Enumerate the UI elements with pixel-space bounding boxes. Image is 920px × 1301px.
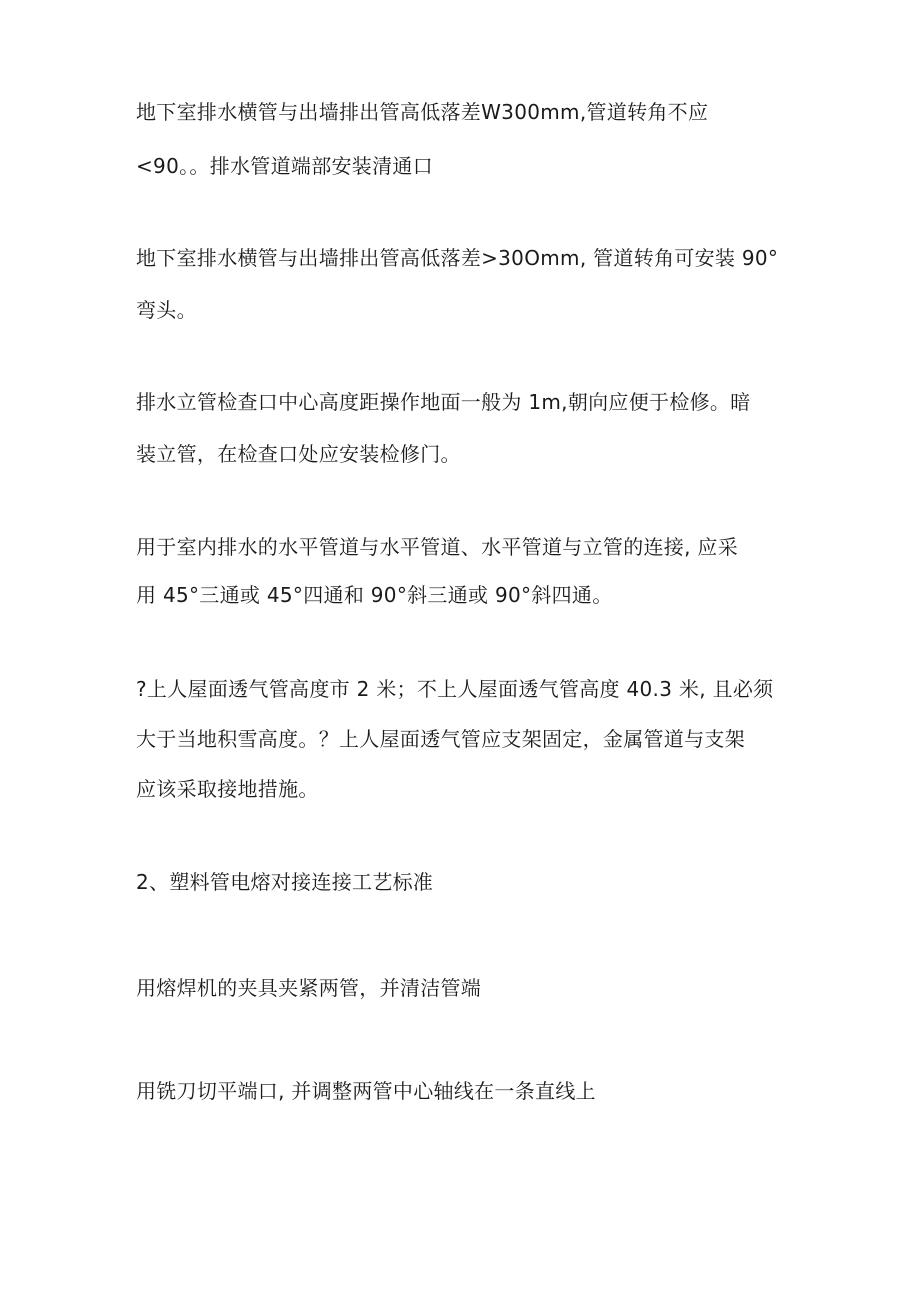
paragraph-4-line-1: 用于室内排水的水平管道与水平管道、水平管道与立管的连接, 应采 [136, 535, 739, 559]
paragraph-1-line-2: <90。。排水管道端部安装清通口 [136, 154, 434, 178]
paragraph-3-line-2: 装立管，在检查口处应安装检修门。 [136, 442, 461, 466]
paragraph-8-line-1: 用铣刀切平端口, 并调整两管中心轴线在一条直线上 [136, 1079, 596, 1103]
paragraph-3-line-1: 排水立管检查口中心高度距操作地面一般为 1m,朝向应便于检修。暗 [136, 390, 751, 414]
paragraph-7-line-1: 用熔焊机的夹具夹紧两管，并清洁管端 [136, 976, 482, 1000]
paragraph-1-line-1: 地下室排水横管与出墙排出管高低落差W300mm,管道转角不应 [136, 100, 709, 124]
paragraph-5-line-2: 大于当地积雪高度。？上人屋面透气管应支架固定，金属管道与支架 [136, 727, 745, 751]
paragraph-2-line-2: 弯头。 [136, 298, 197, 322]
paragraph-5-line-3: 应该采取接地措施。 [136, 777, 319, 801]
paragraph-2-line-1: 地下室排水横管与出墙排出管高低落差>30Omm, 管道转角可安装 90° [136, 246, 779, 270]
paragraph-4-line-2: 用 45°三通或 45°四通和 90°斜三通或 90°斜四通。 [136, 583, 613, 607]
paragraph-5-line-1: ?上人屋面透气管高度市 2 米；不上人屋面透气管高度 40.3 米, 且必须 [136, 677, 774, 701]
section-heading: 2、塑料管电熔对接连接工艺标准 [136, 870, 434, 894]
